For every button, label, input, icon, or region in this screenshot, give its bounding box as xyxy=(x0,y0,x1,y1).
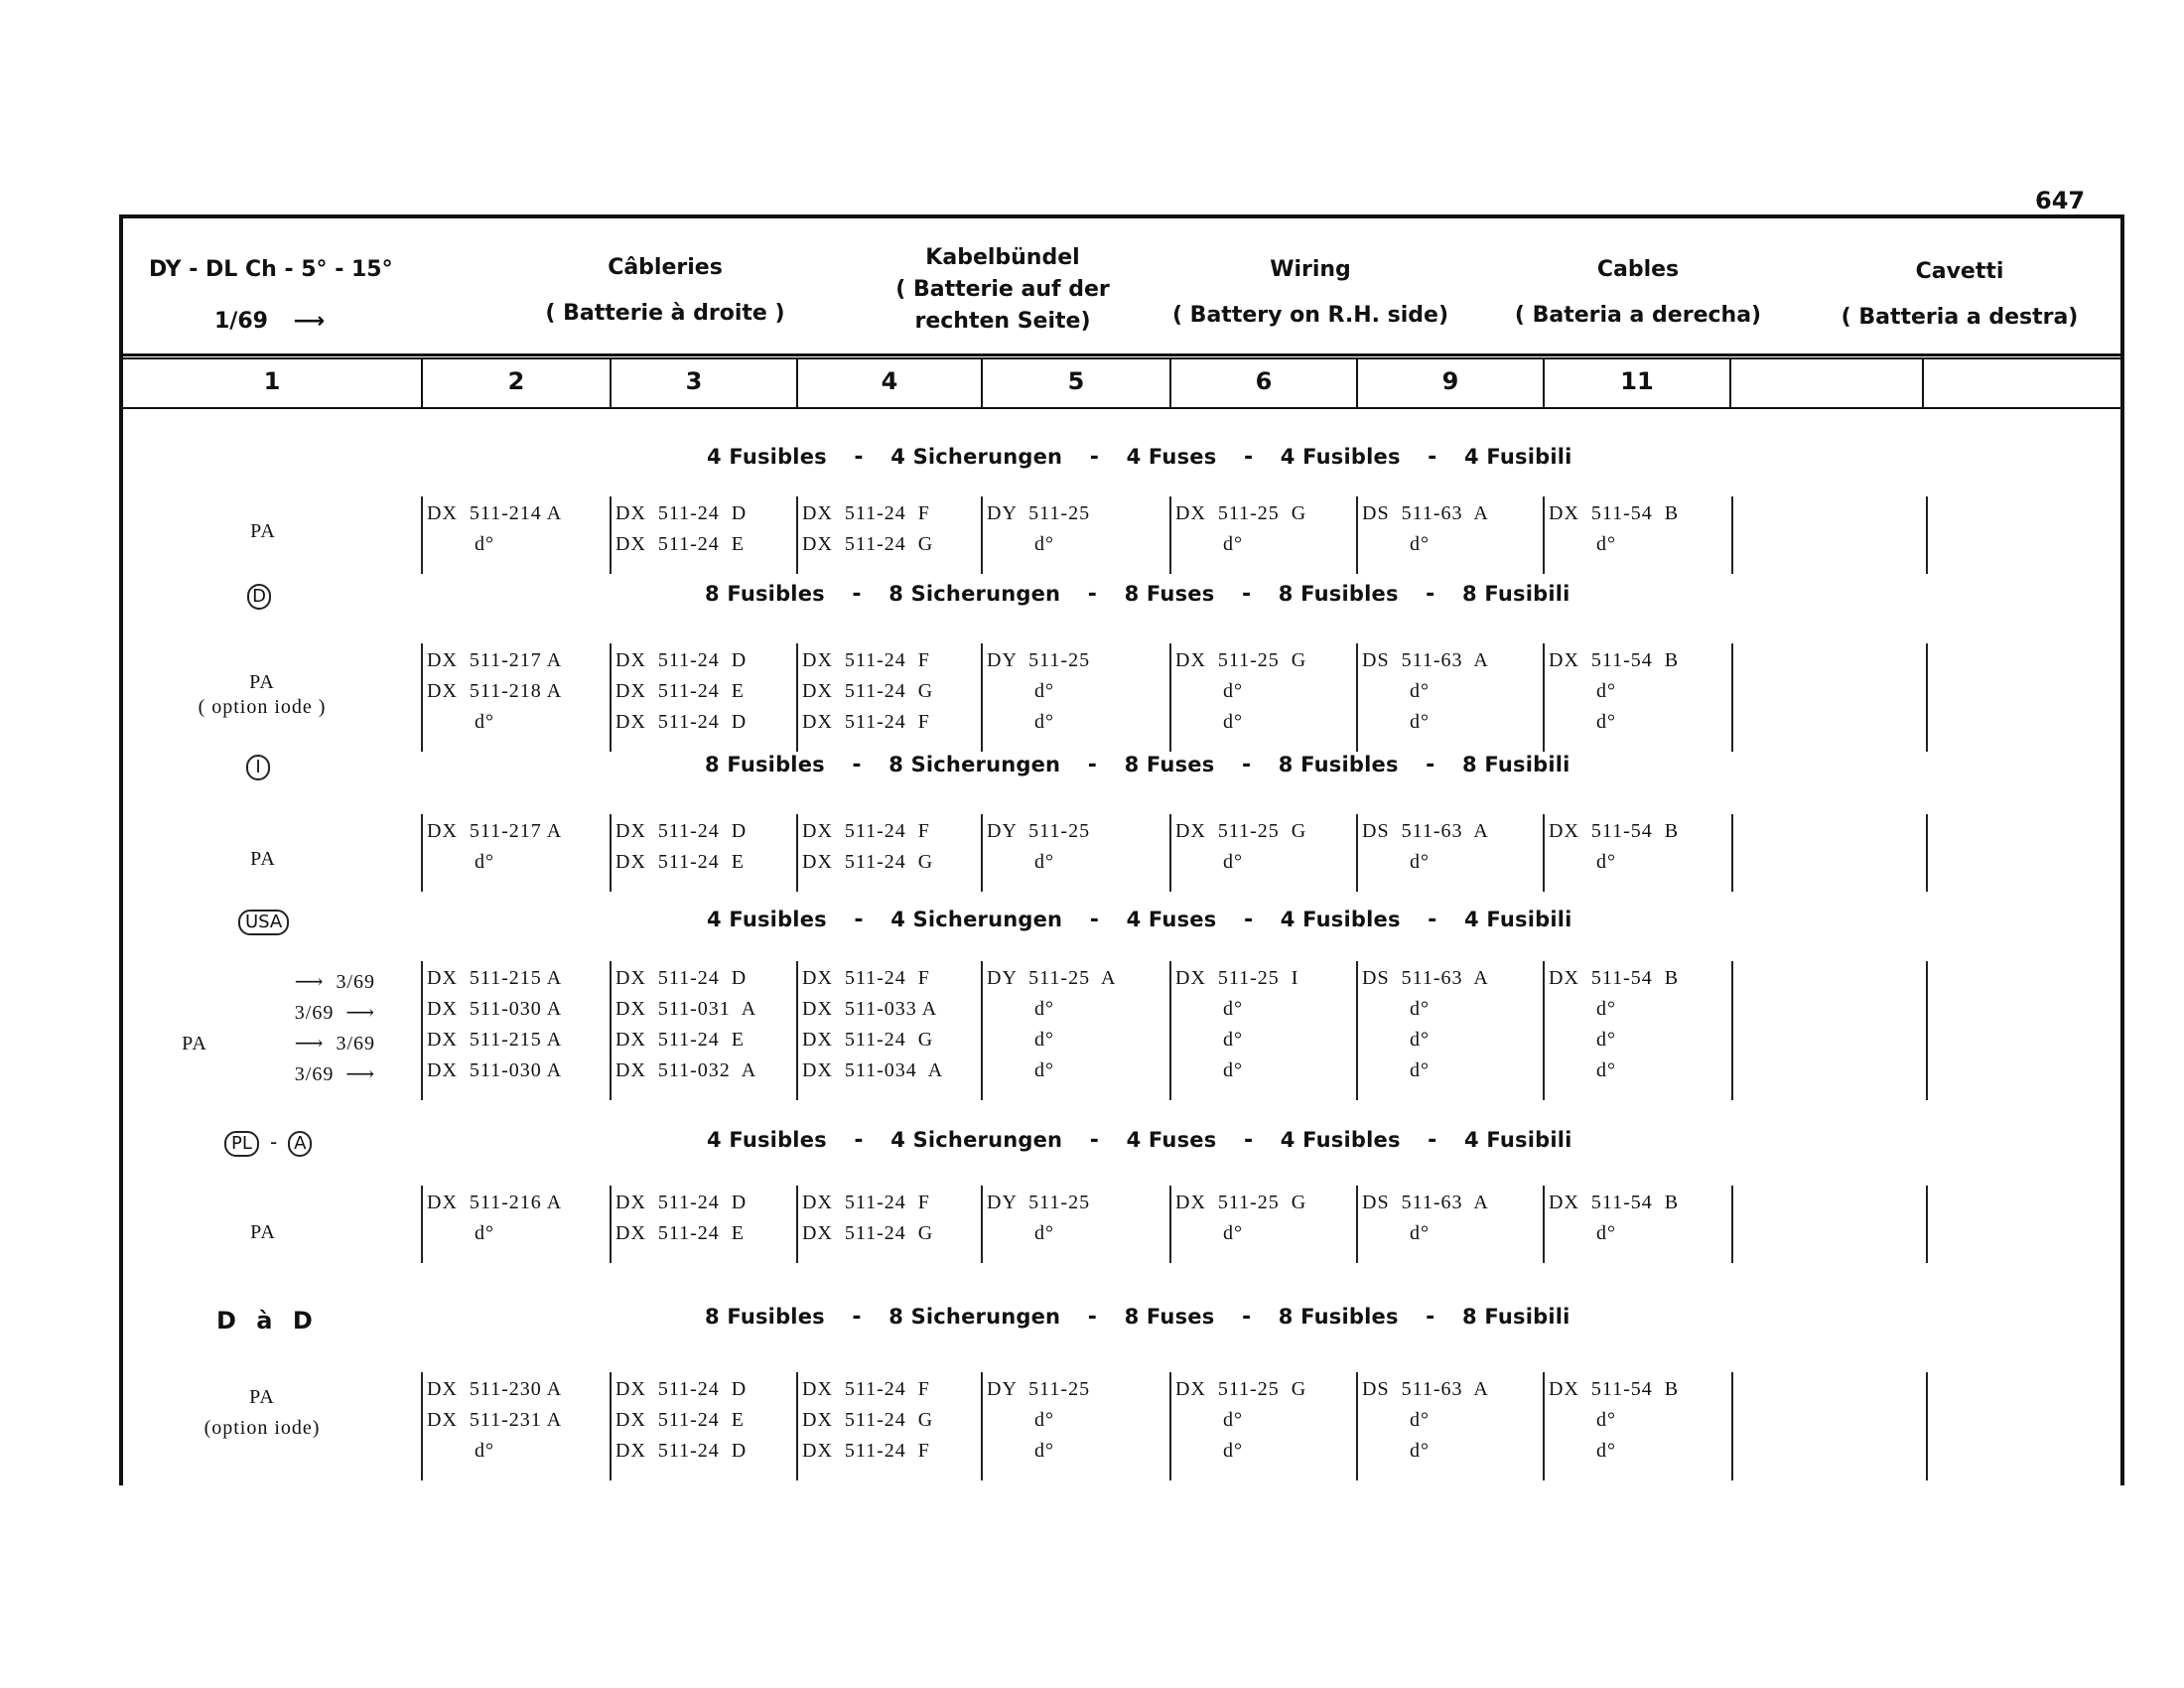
cell-bar xyxy=(796,643,798,752)
cell-line: DY 511-25 xyxy=(987,820,1091,842)
cell-line: DX 511-217 A xyxy=(427,820,563,842)
country-marker-d: D xyxy=(247,584,271,610)
cell-line: DX 511-24 F xyxy=(802,1192,930,1213)
cell-line: DX 511-217 A xyxy=(427,649,563,671)
cell-line: DX 511-030 A xyxy=(427,1059,563,1081)
empty-cell-bar xyxy=(1731,496,1733,574)
cell-line: d° xyxy=(1549,1059,1616,1081)
table-cell xyxy=(1362,963,1489,1086)
cell-line: DX 511-24 E xyxy=(615,851,746,873)
empty-cell-bar xyxy=(1731,1186,1733,1263)
marker-a: A xyxy=(288,1131,312,1157)
table-cell xyxy=(987,1374,1090,1467)
cell-line: d° xyxy=(987,851,1054,873)
cell-line: d° xyxy=(1362,1440,1430,1462)
cell-line: DX 511-230 A xyxy=(427,1378,563,1400)
cell-line: DX 511-216 A xyxy=(427,1192,563,1213)
cell-line: d° xyxy=(1175,533,1243,555)
colnum-4: 4 xyxy=(881,367,898,395)
cell-line: d° xyxy=(1549,1029,1616,1051)
colnum-6: 6 xyxy=(1255,367,1273,395)
cell-bar xyxy=(981,1186,983,1263)
colnum-3: 3 xyxy=(685,367,703,395)
cell-line: d° xyxy=(427,1222,494,1244)
lang-fr-title: Câbleries xyxy=(608,255,723,280)
cell-line: d° xyxy=(427,851,494,873)
cell-line: DX 511-54 B xyxy=(1549,1378,1680,1400)
cell-bar xyxy=(610,814,612,892)
cell-line: DX 511-218 A xyxy=(427,680,563,702)
table-cell xyxy=(802,963,943,1086)
cell-line: DX 511-24 D xyxy=(615,967,748,989)
cell-line: DX 511-24 D xyxy=(615,1192,748,1213)
cell-bar xyxy=(1169,814,1171,892)
cell-bar xyxy=(796,961,798,1100)
table-cell xyxy=(1549,645,1679,738)
lang-it-title: Cavetti xyxy=(1915,259,2004,284)
cell-bar xyxy=(796,1372,798,1480)
table-cell xyxy=(1549,963,1679,1086)
cell-line: d° xyxy=(1175,1059,1243,1081)
cell-bar xyxy=(1356,643,1358,752)
cell-bar xyxy=(421,643,423,752)
cell-bar xyxy=(1356,814,1358,892)
marker-sep: - xyxy=(269,1130,278,1154)
cell-line: d° xyxy=(1175,1409,1243,1431)
cell-bar xyxy=(981,643,983,752)
cell-bar xyxy=(1543,814,1545,892)
table-cell xyxy=(427,498,562,560)
cell-bar xyxy=(610,1186,612,1263)
cell-bar xyxy=(1543,1186,1545,1263)
table-cell xyxy=(615,1374,747,1467)
table-cell xyxy=(615,963,756,1086)
lang-en-subtitle: ( Battery on R.H. side) xyxy=(1171,303,1449,328)
cell-line: d° xyxy=(1175,998,1243,1020)
cell-line: d° xyxy=(987,1222,1054,1244)
lang-es-subtitle: ( Bateria a derecha) xyxy=(1514,303,1762,328)
table-cell xyxy=(615,816,747,878)
cell-line: DX 511-24 F xyxy=(802,711,930,733)
table-cell xyxy=(987,498,1090,560)
cell-line: d° xyxy=(987,998,1054,1020)
empty-cell-bar xyxy=(1731,961,1733,1100)
lang-de xyxy=(874,242,1132,338)
row-label: PA xyxy=(250,1221,276,1243)
table-cell xyxy=(1549,816,1679,878)
marker-pl: PL xyxy=(224,1131,259,1157)
colnum-1: 1 xyxy=(263,367,281,395)
cell-bar xyxy=(421,1186,423,1263)
cell-line: DX 511-24 G xyxy=(802,533,934,555)
lang-fr xyxy=(536,252,794,330)
cell-bar xyxy=(421,1372,423,1480)
table-cell xyxy=(802,816,933,878)
cell-line: DX 511-24 E xyxy=(615,680,746,702)
cell-line: DX 511-24 F xyxy=(802,820,930,842)
cell-line: DX 511-25 G xyxy=(1175,820,1307,842)
cell-bar xyxy=(610,961,612,1100)
cell-bar xyxy=(1356,961,1358,1100)
cell-line: d° xyxy=(987,533,1054,555)
cell-line: DX 511-24 D xyxy=(615,711,748,733)
cell-line: d° xyxy=(1175,711,1243,733)
row-label: PA (option iode) xyxy=(204,1386,321,1439)
cell-line: DX 511-54 B xyxy=(1549,649,1680,671)
fuse-line: 4 Fusibles - 4 Sicherungen - 4 Fuses - 4 Fusibles - 4 Fusibili xyxy=(707,445,1572,470)
cell-line: DX 511-54 B xyxy=(1549,820,1680,842)
cell-line: DX 511-25 G xyxy=(1175,1192,1307,1213)
cell-bar xyxy=(1169,643,1171,752)
cell-line: DX 511-034 A xyxy=(802,1059,944,1081)
table-frame xyxy=(119,214,2124,1485)
cell-line: DX 511-24 G xyxy=(802,1409,934,1431)
cell-line: DX 511-24 D xyxy=(615,820,748,842)
cell-line: DX 511-24 F xyxy=(802,649,930,671)
lang-it-subtitle: ( Batteria a destra) xyxy=(1841,305,2079,330)
cell-line: d° xyxy=(1362,1059,1430,1081)
table-cell xyxy=(1362,1374,1489,1467)
lang-en-title: Wiring xyxy=(1270,257,1351,282)
table-cell xyxy=(1362,816,1489,878)
cell-line: d° xyxy=(1362,533,1430,555)
cell-line: DS 511-63 A xyxy=(1362,1378,1489,1400)
cell-bar xyxy=(796,814,798,892)
cell-line: DX 511-54 B xyxy=(1549,967,1680,989)
table-cell xyxy=(987,1188,1090,1249)
fuse-line: 8 Fusibles - 8 Sicherungen - 8 Fuses - 8 Fusibles - 8 Fusibili xyxy=(705,582,1570,607)
cell-line: d° xyxy=(987,1409,1054,1431)
header-divider xyxy=(119,353,2120,356)
table-cell xyxy=(1362,1188,1489,1249)
cell-line: d° xyxy=(1362,851,1430,873)
table-cell xyxy=(987,645,1090,738)
table-cell xyxy=(1175,816,1306,878)
cell-line: DX 511-24 F xyxy=(802,1440,930,1462)
usa-date-rows: ⟶ 3/69 3/69 ⟶ ⟶ 3/69 3/69 ⟶ xyxy=(294,971,375,1085)
cell-line: DX 511-24 G xyxy=(802,1029,934,1051)
cell-line: DX 511-24 D xyxy=(615,1378,748,1400)
colnum-sep xyxy=(1729,357,1731,409)
cell-line: DX 511-031 A xyxy=(615,998,757,1020)
cell-line: d° xyxy=(1549,998,1616,1020)
model-line: DY - DL Ch - 5° - 15° xyxy=(149,257,393,282)
cell-line: DY 511-25 xyxy=(987,649,1091,671)
colnum-2: 2 xyxy=(507,367,525,395)
fuse-line: 4 Fusibles - 4 Sicherungen - 4 Fuses - 4 Fusibles - 4 Fusibili xyxy=(707,1128,1572,1153)
cell-line: d° xyxy=(1362,1029,1430,1051)
cell-line: DX 511-033 A xyxy=(802,998,938,1020)
empty-cell-bar xyxy=(1731,814,1733,892)
cell-line: DY 511-25 xyxy=(987,1378,1091,1400)
cell-bar xyxy=(1356,1372,1358,1480)
table-cell xyxy=(802,645,933,738)
cell-line: DX 511-24 D xyxy=(615,1440,748,1462)
cell-line: DX 511-032 A xyxy=(615,1059,757,1081)
cell-line: DX 511-54 B xyxy=(1549,502,1680,524)
table-cell xyxy=(987,963,1116,1086)
cell-line: DX 511-24 E xyxy=(615,533,746,555)
table-cell xyxy=(1549,1188,1679,1249)
colnum-9: 9 xyxy=(1441,367,1459,395)
cell-line: DX 511-24 G xyxy=(802,1222,934,1244)
table-cell xyxy=(1362,645,1489,738)
cell-line: DS 511-63 A xyxy=(1362,820,1489,842)
cell-bar xyxy=(1543,643,1545,752)
table-cell xyxy=(1175,963,1298,1086)
cell-bar xyxy=(421,814,423,892)
cell-line: d° xyxy=(1549,1222,1616,1244)
cell-line: DX 511-24 F xyxy=(802,502,930,524)
cell-line: DX 511-24 G xyxy=(802,680,934,702)
cell-line: d° xyxy=(1549,1440,1616,1462)
table-cell xyxy=(1549,1374,1679,1467)
cell-line: DS 511-63 A xyxy=(1362,502,1489,524)
fuse-line: 8 Fusibles - 8 Sicherungen - 8 Fuses - 8 Fusibles - 8 Fusibili xyxy=(705,753,1570,777)
cell-line: d° xyxy=(987,711,1054,733)
cell-line: d° xyxy=(1175,1222,1243,1244)
cell-line: DX 511-24 E xyxy=(615,1409,746,1431)
cell-line: DS 511-63 A xyxy=(1362,1192,1489,1213)
cell-line: d° xyxy=(987,1440,1054,1462)
cell-bar xyxy=(1169,961,1171,1100)
cell-line: DX 511-24 F xyxy=(802,1378,930,1400)
cell-line: DX 511-24 E xyxy=(615,1222,746,1244)
country-marker-dad: D à D xyxy=(216,1307,319,1335)
lang-it xyxy=(1831,256,2089,334)
colnum-5: 5 xyxy=(1067,367,1085,395)
table-cell xyxy=(802,1188,933,1249)
colnum-sep xyxy=(1922,357,1924,409)
cell-line: d° xyxy=(987,1029,1054,1051)
cell-bar xyxy=(1543,961,1545,1100)
cell-line: d° xyxy=(427,1440,494,1462)
page-number: 647 xyxy=(2035,187,2086,214)
cell-line: DX 511-214 A xyxy=(427,502,563,524)
empty-cell-bar xyxy=(1926,1186,1928,1263)
row-label: PA ( option iode ) xyxy=(198,671,327,718)
cell-bar xyxy=(610,643,612,752)
table-cell xyxy=(427,1374,562,1467)
cell-line: d° xyxy=(427,533,494,555)
cell-line: DX 511-25 I xyxy=(1175,967,1299,989)
colnum-divider xyxy=(119,407,2120,409)
cell-bar xyxy=(610,1372,612,1480)
cell-line: DS 511-63 A xyxy=(1362,649,1489,671)
cell-bar xyxy=(1543,496,1545,574)
cell-bar xyxy=(1169,1186,1171,1263)
lang-de-subtitle2: rechten Seite) xyxy=(914,309,1091,334)
cell-bar xyxy=(981,961,983,1100)
empty-cell-bar xyxy=(1926,643,1928,752)
lang-de-subtitle: ( Batterie auf der xyxy=(895,277,1110,302)
table-cell xyxy=(987,816,1090,878)
cell-bar xyxy=(1356,1186,1358,1263)
table-cell xyxy=(427,1188,562,1249)
table-cell xyxy=(1175,498,1306,560)
cell-line: d° xyxy=(1549,1409,1616,1431)
fuse-line: 4 Fusibles - 4 Sicherungen - 4 Fuses - 4 Fusibles - 4 Fusibili xyxy=(707,908,1572,932)
cell-bar xyxy=(1356,496,1358,574)
table-cell xyxy=(1175,645,1306,738)
cell-line: d° xyxy=(1175,851,1243,873)
cell-bar xyxy=(1543,1372,1545,1480)
date-line-text: 1/69 xyxy=(214,309,268,334)
cell-line: DX 511-25 G xyxy=(1175,1378,1307,1400)
cell-line: d° xyxy=(987,680,1054,702)
cell-line: DY 511-25 A xyxy=(987,967,1117,989)
cell-line: DX 511-24 E xyxy=(615,1029,746,1051)
cell-line: DS 511-63 A xyxy=(1362,967,1489,989)
lang-de-title: Kabelbündel xyxy=(925,245,1080,270)
table-cell xyxy=(802,1374,933,1467)
cell-line: d° xyxy=(1175,680,1243,702)
empty-cell-bar xyxy=(1731,1372,1733,1480)
cell-bar xyxy=(610,496,612,574)
cell-line: DY 511-25 xyxy=(987,502,1091,524)
date-line xyxy=(214,306,325,338)
cell-line: d° xyxy=(1362,680,1430,702)
table-cell xyxy=(1175,1374,1306,1467)
table-cell xyxy=(1175,1188,1306,1249)
table-cell xyxy=(1549,498,1679,560)
table-cell xyxy=(427,963,562,1086)
cell-line: d° xyxy=(1175,1440,1243,1462)
cell-line: d° xyxy=(1549,533,1616,555)
lang-en xyxy=(1171,254,1449,332)
cell-bar xyxy=(421,496,423,574)
empty-cell-bar xyxy=(1926,1372,1928,1480)
cell-line: d° xyxy=(1549,680,1616,702)
row-label: PA xyxy=(250,520,276,542)
empty-cell-bar xyxy=(1926,814,1928,892)
cell-line: d° xyxy=(1362,1222,1430,1244)
header-divider-double xyxy=(119,357,2120,359)
colnum-11: 11 xyxy=(1620,367,1654,395)
cell-bar xyxy=(981,814,983,892)
cell-line: d° xyxy=(1362,998,1430,1020)
lang-es xyxy=(1509,254,1767,332)
row-label: PA xyxy=(182,1033,207,1055)
cell-line: d° xyxy=(1362,711,1430,733)
cell-bar xyxy=(1169,496,1171,574)
table-cell xyxy=(615,498,747,560)
cell-bar xyxy=(1169,1372,1171,1480)
cell-bar xyxy=(796,496,798,574)
empty-cell-bar xyxy=(1926,496,1928,574)
cell-line: d° xyxy=(987,1059,1054,1081)
country-marker-pl-a xyxy=(224,1130,312,1157)
arrow-right-icon: ⟶ xyxy=(293,309,326,334)
cell-line: d° xyxy=(1362,1409,1430,1431)
cell-line: DX 511-54 B xyxy=(1549,1192,1680,1213)
cell-line: d° xyxy=(1549,711,1616,733)
cell-line: DY 511-25 xyxy=(987,1192,1091,1213)
empty-cell-bar xyxy=(1926,961,1928,1100)
empty-cell-bar xyxy=(1731,643,1733,752)
cell-bar xyxy=(981,1372,983,1480)
table-cell xyxy=(615,1188,747,1249)
lang-fr-subtitle: ( Batterie à droite ) xyxy=(545,301,785,326)
cell-bar xyxy=(981,496,983,574)
cell-line: DX 511-231 A xyxy=(427,1409,563,1431)
cell-line: DX 511-215 A xyxy=(427,1029,563,1051)
cell-bar xyxy=(421,961,423,1100)
cell-bar xyxy=(796,1186,798,1263)
cell-line: d° xyxy=(1175,1029,1243,1051)
table-cell xyxy=(802,498,933,560)
country-marker-usa: USA xyxy=(238,910,289,935)
cell-line: DX 511-030 A xyxy=(427,998,563,1020)
cell-line: DX 511-24 F xyxy=(802,967,930,989)
table-cell xyxy=(427,645,562,738)
cell-line: d° xyxy=(1549,851,1616,873)
lang-es-title: Cables xyxy=(1596,257,1680,282)
cell-line: DX 511-24 D xyxy=(615,502,748,524)
cell-line: DX 511-24 D xyxy=(615,649,748,671)
cell-line: DX 511-215 A xyxy=(427,967,563,989)
table-cell xyxy=(1362,498,1489,560)
table-cell xyxy=(427,816,562,878)
cell-line: DX 511-25 G xyxy=(1175,502,1307,524)
country-marker-i: I xyxy=(246,755,270,780)
table-cell xyxy=(615,645,747,738)
cell-line: DX 511-24 G xyxy=(802,851,934,873)
cell-line: d° xyxy=(427,711,494,733)
cell-line: DX 511-25 G xyxy=(1175,649,1307,671)
row-label: PA xyxy=(250,848,276,870)
fuse-line: 8 Fusibles - 8 Sicherungen - 8 Fuses - 8 Fusibles - 8 Fusibili xyxy=(705,1305,1570,1330)
